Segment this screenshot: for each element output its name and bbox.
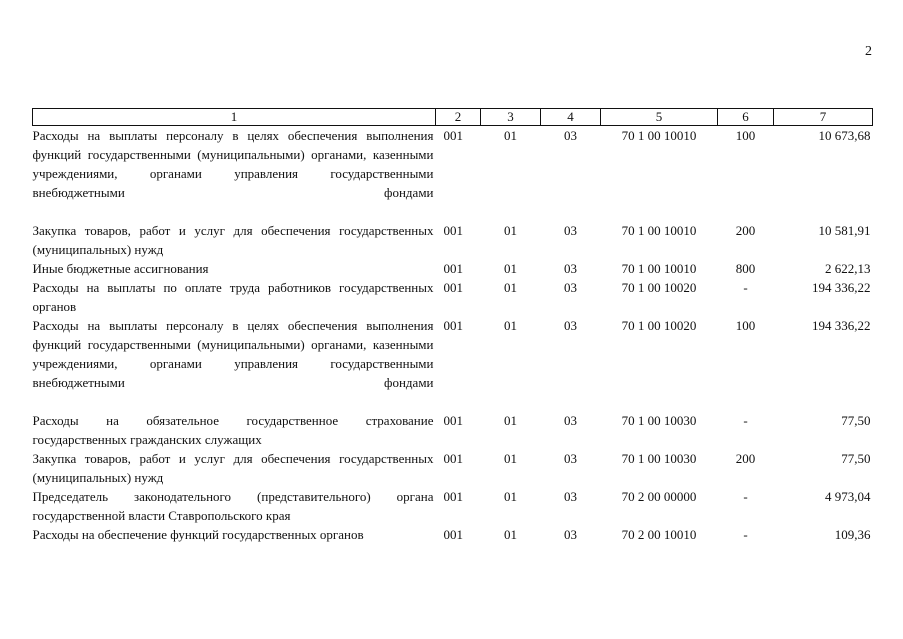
row-code-6: -	[743, 280, 748, 295]
row-code-4: 03	[564, 527, 577, 542]
row-code-6: -	[743, 527, 748, 542]
row-code-2: 001	[443, 527, 463, 542]
row-name: Расходы на обязательное государственное страхование государственных гражданских служащих	[32, 413, 434, 447]
row-code-5: 70 1 00 10030	[621, 451, 697, 466]
row-amount: 4 973,04	[825, 489, 871, 504]
row-code-4: 03	[564, 451, 577, 466]
row-code-5: 70 1 00 10010	[621, 128, 697, 143]
row-code-6: 200	[735, 223, 756, 238]
row-code-4: 03	[564, 413, 577, 428]
row-code-2: 001	[443, 223, 463, 238]
row-amount: 77,50	[841, 451, 871, 466]
row-name: Председатель законодательного (представительного) органа государственной власти Ставропольского края	[32, 489, 434, 523]
row-code-5: 70 1 00 10020	[621, 318, 697, 333]
row-code-6: -	[743, 489, 748, 504]
row-code-5: 70 1 00 10010	[621, 261, 697, 276]
table-row	[33, 525, 873, 544]
row-amount: 10 673,68	[818, 128, 871, 143]
row-code-6: 100	[735, 128, 756, 143]
row-code-2: 001	[443, 261, 463, 276]
row-name: Закупка товаров, работ и услуг для обеспечения государственных (муниципальных) нужд	[32, 223, 434, 257]
row-code-5: 70 1 00 10020	[621, 280, 697, 295]
column-header-4: 4	[541, 109, 601, 126]
row-code-5: 70 1 00 10030	[621, 413, 697, 428]
column-header-7: 7	[774, 109, 873, 126]
column-header-6: 6	[718, 109, 774, 126]
row-spacer	[33, 202, 873, 221]
row-code-4: 03	[564, 318, 577, 333]
table-row	[33, 278, 873, 316]
row-code-2: 001	[443, 128, 463, 143]
table-row	[33, 487, 873, 525]
row-amount: 109,36	[834, 527, 871, 542]
row-code-6: 800	[735, 261, 756, 276]
row-code-5: 70 2 00 10010	[621, 527, 697, 542]
row-code-2: 001	[443, 451, 463, 466]
row-amount: 10 581,91	[818, 223, 871, 238]
row-name: Расходы на выплаты персоналу в целях обеспечения выполнения функций государственными (муниципальными) органами, казенными учреждениями, органами управления государственными внебюджетными фондами	[32, 128, 434, 200]
row-code-3: 01	[504, 489, 517, 504]
table-row	[33, 259, 873, 278]
row-code-4: 03	[564, 223, 577, 238]
table-row	[33, 411, 873, 449]
row-name: Расходы на обеспечение функций государственных органов	[32, 527, 364, 542]
column-header-1: 1	[33, 109, 436, 126]
table-row	[33, 221, 873, 259]
row-code-6: 100	[735, 318, 756, 333]
row-code-3: 01	[504, 223, 517, 238]
row-code-2: 001	[443, 318, 463, 333]
row-code-5: 70 1 00 10010	[621, 223, 697, 238]
row-code-4: 03	[564, 489, 577, 504]
budget-table	[32, 108, 873, 544]
row-code-2: 001	[443, 280, 463, 295]
row-code-6: -	[743, 413, 748, 428]
row-code-6: 200	[735, 451, 756, 466]
column-header-3: 3	[481, 109, 541, 126]
row-amount: 2 622,13	[825, 261, 871, 276]
table-row	[33, 126, 873, 203]
row-spacer	[33, 392, 873, 411]
row-amount: 77,50	[841, 413, 871, 428]
table-header-row	[33, 109, 873, 126]
table-row	[33, 449, 873, 487]
row-name: Иные бюджетные ассигнования	[32, 261, 209, 276]
page-number: 2	[865, 44, 872, 59]
column-header-5: 5	[601, 109, 718, 126]
row-amount: 194 336,22	[812, 318, 871, 333]
row-code-3: 01	[504, 318, 517, 333]
row-code-4: 03	[564, 280, 577, 295]
row-name: Закупка товаров, работ и услуг для обеспечения государственных (муниципальных) нужд	[32, 451, 434, 485]
row-code-2: 001	[443, 413, 463, 428]
table-row	[33, 316, 873, 392]
column-header-2: 2	[436, 109, 481, 126]
row-code-3: 01	[504, 413, 517, 428]
row-name: Расходы на выплаты по оплате труда работников государственных органов	[32, 280, 434, 314]
row-code-5: 70 2 00 00000	[621, 489, 697, 504]
row-code-4: 03	[564, 128, 577, 143]
row-code-3: 01	[504, 128, 517, 143]
row-code-3: 01	[504, 527, 517, 542]
row-code-2: 001	[443, 489, 463, 504]
row-amount: 194 336,22	[812, 280, 871, 295]
row-code-3: 01	[504, 280, 517, 295]
row-code-4: 03	[564, 261, 577, 276]
row-code-3: 01	[504, 261, 517, 276]
row-name: Расходы на выплаты персоналу в целях обеспечения выполнения функций государственными (муниципальными) органами, казенными учреждениями, органами управления государственными внебюджетными фондами	[32, 318, 434, 390]
row-code-3: 01	[504, 451, 517, 466]
